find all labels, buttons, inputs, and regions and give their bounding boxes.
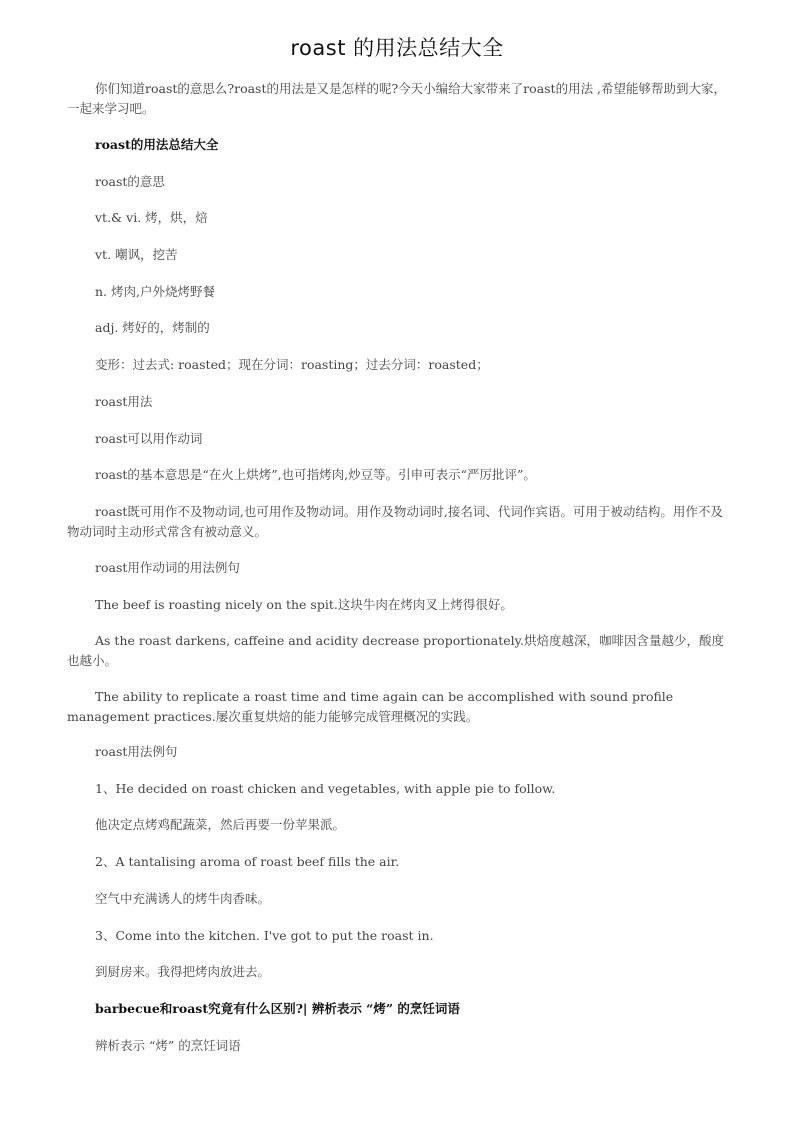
text-paragraph: roast可以用作动词 <box>95 431 203 446</box>
text-paragraph: roast用法例句 <box>95 744 178 759</box>
section-heading: roast的用法总结大全 <box>95 137 219 152</box>
text-paragraph: vt. 嘲讽，挖苦 <box>95 247 178 262</box>
example-sentence: 2、A tantalising aroma of roast beef fills the air. <box>95 854 400 869</box>
example-translation: 空气中充满诱人的烤牛肉香味。 <box>95 891 271 906</box>
example-sentence: The ability to replicate a roast time and time again can be accomplished with sound profile management practices.屡次重复烘焙的能力能够完成管理概况的实践。 <box>67 689 674 724</box>
intro-paragraph: 你们知道roast的意思么?roast的用法是又是怎样的呢?今天小编给大家带来了roast的用法 ,希望能够帮助到大家，一起来学习吧。 <box>67 81 727 116</box>
example-translation: 到厨房来。我得把烤肉放进去。 <box>95 964 271 979</box>
page-title: roast 的用法总结大全 <box>290 36 504 60</box>
text-paragraph: roast既可用作不及物动词,也可用作及物动词。用作及物动词时,接名词、代词作宾语。可用于被动结构。用作不及物动词时主动形式常含有被动意义。 <box>67 504 723 539</box>
text-paragraph: adj. 烤好的，烤制的 <box>95 320 210 335</box>
text-paragraph: roast用作动词的用法例句 <box>95 560 240 575</box>
text-paragraph: roast用法 <box>95 394 153 409</box>
example-sentence: 1、He decided on roast chicken and vegetables, with apple pie to follow. <box>95 781 556 796</box>
text-paragraph: roast的意思 <box>95 174 165 189</box>
example-sentence: The beef is roasting nicely on the spit.这块牛肉在烤肉叉上烤得很好。 <box>95 597 513 612</box>
example-sentence: As the roast darkens, caffeine and acidity decrease proportionately.烘焙度越深，咖啡因含量越少，酸度也越小。 <box>67 633 725 668</box>
text-paragraph: roast的基本意思是“在火上烘烤”,也可指烤肉,炒豆等。引申可表示“严厉批评”。 <box>95 467 536 482</box>
section-heading: barbecue和roast究竟有什么区别?| 辨析表示 “烤” 的烹饪词语 <box>95 1001 460 1016</box>
example-translation: 他决定点烤鸡配蔬菜，然后再要一份苹果派。 <box>95 817 346 832</box>
text-paragraph: 辨析表示 “烤” 的烹饪词语 <box>95 1038 241 1053</box>
example-sentence: 3、Come into the kitchen. I've got to put the roast in. <box>95 928 434 943</box>
text-paragraph: vt.& vi. 烤，烘，焙 <box>95 210 208 225</box>
text-paragraph: n. 烤肉,户外烧烤野餐 <box>95 284 215 299</box>
text-paragraph: 变形：过去式: roasted；现在分词：roasting；过去分词：roasted； <box>95 357 489 372</box>
